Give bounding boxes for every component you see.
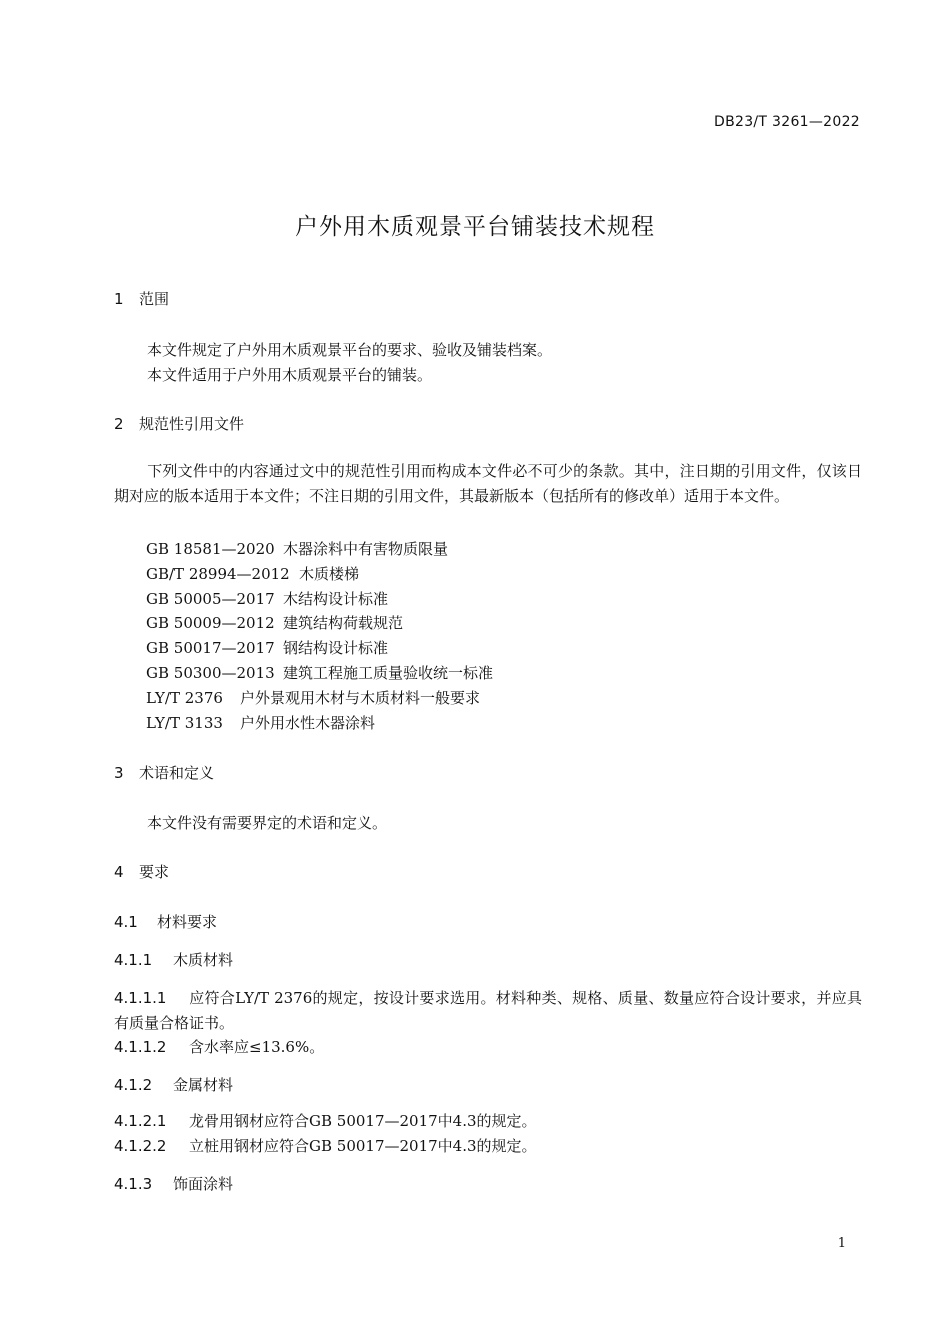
section-number: 4.1.2	[114, 1076, 153, 1094]
reference-item	[146, 712, 375, 733]
paragraph: 本文件规定了户外用木质观景平台的要求、验收及铺装档案。	[147, 341, 553, 359]
reference-code: LY/T 2376	[146, 689, 223, 707]
page-number: 1	[837, 1236, 846, 1251]
section-1-heading	[114, 288, 169, 309]
section-number: 3	[114, 764, 124, 782]
clause-number: 4.1.1.1	[114, 989, 167, 1007]
clause-4-1-1-2	[114, 1036, 324, 1057]
reference-name: 户外用水性木器涂料	[240, 714, 376, 732]
subsection-4-1-1-heading	[114, 949, 233, 970]
section-title: 规范性引用文件	[139, 415, 245, 433]
reference-name: 钢结构设计标准	[283, 639, 389, 657]
paragraph: 本文件没有需要界定的术语和定义。	[147, 814, 388, 832]
reference-name: 户外景观用木材与木质材料一般要求	[240, 689, 481, 707]
section-title: 材料要求	[157, 913, 218, 931]
clause-text: 龙骨用钢材应符合GB 50017—2017中4.3的规定。	[189, 1112, 537, 1130]
clause-4-1-2-2	[114, 1135, 537, 1156]
section-number: 4	[114, 863, 124, 881]
section-number: 4.1	[114, 913, 138, 931]
reference-name: 建筑工程施工质量验收统一标准	[283, 664, 494, 682]
reference-item	[146, 612, 403, 633]
paragraph-text: 下列文件中的内容通过文中的规范性引用而构成本文件必不可少的条款。其中，注日期的引用文件，仅该日期对应的版本适用于本文件；不注日期的引用文件，其最新版本（包括所有的修改单）适用于本文件。	[114, 462, 862, 505]
clause-4-1-2-1	[114, 1110, 537, 1131]
clause-text: 立桩用钢材应符合GB 50017—2017中4.3的规定。	[189, 1137, 537, 1155]
reference-code: GB 50009—2012	[146, 614, 275, 632]
section-title: 范围	[139, 290, 170, 308]
reference-item	[146, 637, 388, 658]
section-3-heading	[114, 762, 214, 783]
section-number: 2	[114, 415, 124, 433]
clause-text: 应符合LY/T 2376的规定，按设计要求选用。材料种类、规格、质量、数量应符合设计要求，并应具有质量合格证书。	[114, 989, 862, 1032]
reference-item	[146, 588, 388, 609]
section-4-heading	[114, 861, 169, 882]
section-number: 1	[114, 290, 124, 308]
reference-name: 木结构设计标准	[283, 590, 389, 608]
reference-item	[146, 538, 448, 559]
paragraph: 本文件适用于户外用木质观景平台的铺装。	[147, 366, 433, 384]
clause-number: 4.1.1.2	[114, 1038, 167, 1056]
subsection-4-1-heading	[114, 911, 217, 932]
section-title: 术语和定义	[139, 764, 215, 782]
subsection-4-1-3-heading	[114, 1173, 233, 1194]
section-title: 木质材料	[173, 951, 234, 969]
reference-code: GB 50300—2013	[146, 664, 275, 682]
reference-item	[146, 687, 480, 708]
clause-number: 4.1.2.1	[114, 1112, 167, 1130]
document-title: 户外用木质观景平台铺装技术规程	[295, 214, 655, 240]
reference-name: 建筑结构荷载规范	[283, 614, 404, 632]
document-number: DB23/T 3261—2022	[714, 114, 860, 130]
reference-code: GB 50017—2017	[146, 639, 275, 657]
section-title: 饰面涂料	[173, 1175, 234, 1193]
subsection-4-1-2-heading	[114, 1074, 233, 1095]
reference-name: 木质楼梯	[299, 565, 360, 583]
clause-4-1-1-1	[114, 986, 862, 1036]
reference-name: 木器涂料中有害物质限量	[283, 540, 449, 558]
reference-item	[146, 662, 493, 683]
section-title: 金属材料	[173, 1076, 234, 1094]
section-number: 4.1.3	[114, 1175, 153, 1193]
reference-code: GB/T 28994—2012	[146, 565, 290, 583]
section-number: 4.1.1	[114, 951, 153, 969]
reference-code: GB 50005—2017	[146, 590, 275, 608]
reference-code: LY/T 3133	[146, 714, 223, 732]
reference-code: GB 18581—2020	[146, 540, 275, 558]
clause-number: 4.1.2.2	[114, 1137, 167, 1155]
reference-item	[146, 563, 359, 584]
section-title: 要求	[139, 863, 170, 881]
clause-text: 含水率应≤13.6%。	[189, 1038, 325, 1056]
paragraph	[114, 459, 862, 509]
section-2-heading	[114, 413, 244, 434]
